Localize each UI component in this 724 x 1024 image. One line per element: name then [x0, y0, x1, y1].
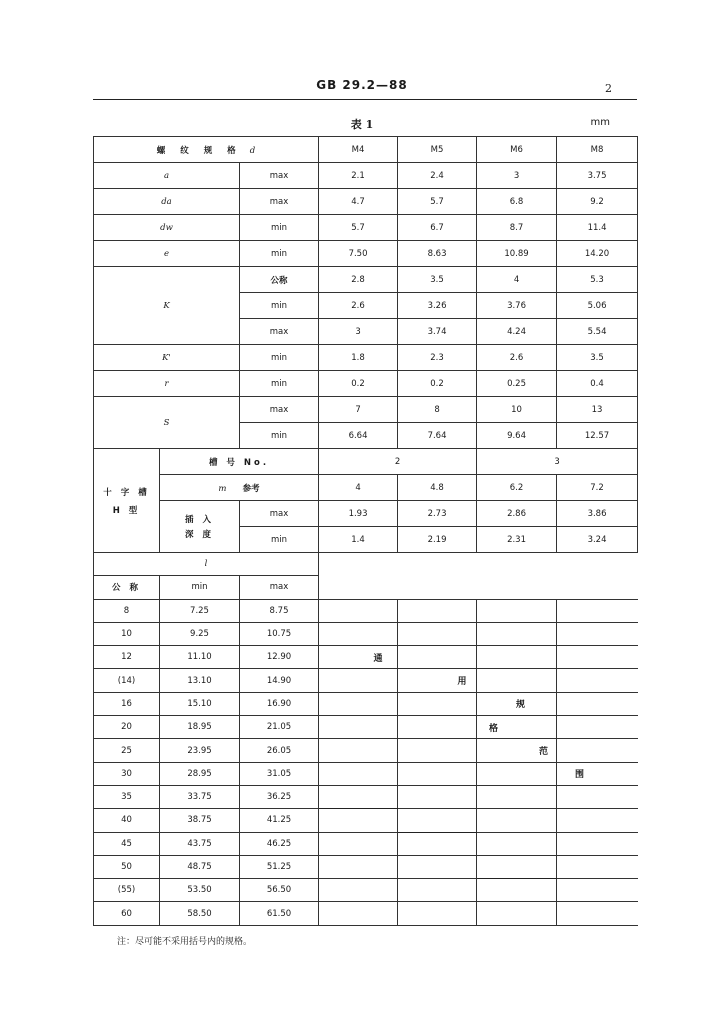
range-cell	[398, 762, 477, 785]
thread-spec-header	[94, 137, 319, 163]
range-cell	[477, 622, 557, 645]
length-row	[94, 692, 638, 715]
range-cell	[477, 785, 557, 808]
value-cell: 2.6	[477, 345, 557, 371]
length-blank-area	[319, 553, 638, 600]
limit-kind: 公称	[240, 267, 319, 293]
range-cell	[398, 832, 477, 855]
limit-kind: max	[240, 189, 319, 215]
value-cell: 7	[319, 397, 398, 423]
limit-kind: min	[240, 215, 319, 241]
length-nominal: 16	[94, 692, 160, 715]
value-cell: 2.19	[398, 527, 477, 553]
value-cell: 2.6	[319, 293, 398, 319]
value-cell: 3.76	[477, 293, 557, 319]
size-header: M6	[477, 137, 557, 163]
length-nominal: (14)	[94, 669, 160, 692]
value-cell: 3.26	[398, 293, 477, 319]
value-cell: 0.4	[557, 371, 638, 397]
length-min: 11.10	[160, 646, 240, 669]
length-min: 58.50	[160, 902, 240, 925]
range-cell	[319, 599, 398, 622]
table-footnote: 注：尽可能不采用括号内的规格。	[117, 937, 253, 947]
param-label: dw	[94, 215, 240, 241]
range-char: 格	[477, 716, 557, 739]
length-nominal: 35	[94, 785, 160, 808]
limit-kind: min	[240, 293, 319, 319]
value-cell: 8.63	[398, 241, 477, 267]
m-symbol: m	[218, 483, 227, 494]
range-cell	[319, 762, 398, 785]
range-cell	[557, 669, 638, 692]
value-cell: 7.64	[398, 423, 477, 449]
range-cell	[398, 879, 477, 902]
value-cell: 4	[477, 267, 557, 293]
length-row	[94, 762, 638, 785]
row-a	[94, 163, 638, 189]
value-cell: 3	[319, 319, 398, 345]
value-cell: 8	[398, 397, 477, 423]
limit-kind: min	[240, 371, 319, 397]
limit-kind: min	[240, 345, 319, 371]
length-nominal: (55)	[94, 879, 160, 902]
value-cell: 9.64	[477, 423, 557, 449]
length-max: 31.05	[240, 762, 319, 785]
slot-number-label: 槽 号 No.	[160, 449, 319, 475]
value-cell: 3.5	[398, 267, 477, 293]
value-cell: 5.3	[557, 267, 638, 293]
m-reference-label	[160, 475, 319, 501]
range-cell	[319, 622, 398, 645]
length-row	[94, 902, 638, 925]
range-cell	[557, 902, 638, 925]
length-min: 33.75	[160, 785, 240, 808]
range-cell	[477, 599, 557, 622]
length-max: 12.90	[240, 646, 319, 669]
value-cell: 3	[477, 163, 557, 189]
length-min: 9.25	[160, 622, 240, 645]
length-col-min: min	[160, 576, 240, 599]
row-slot-no	[94, 449, 638, 475]
value-cell: 11.4	[557, 215, 638, 241]
value-cell: 5.06	[557, 293, 638, 319]
length-min: 48.75	[160, 855, 240, 878]
value-cell: 2.1	[319, 163, 398, 189]
range-cell	[477, 855, 557, 878]
param-label: e	[94, 241, 240, 267]
length-max: 36.25	[240, 785, 319, 808]
length-min: 28.95	[160, 762, 240, 785]
value-cell: 10	[477, 397, 557, 423]
length-min: 38.75	[160, 809, 240, 832]
length-row	[94, 785, 638, 808]
range-char: 通	[319, 646, 398, 669]
page-number: 2	[605, 82, 612, 95]
range-cell	[557, 832, 638, 855]
range-cell	[398, 902, 477, 925]
limit-kind: max	[240, 319, 319, 345]
row-s-max	[94, 397, 638, 423]
slot-number-value: 2	[319, 449, 477, 475]
value-cell: 2.86	[477, 501, 557, 527]
length-max: 56.50	[240, 879, 319, 902]
range-cell	[398, 599, 477, 622]
length-col-max: max	[240, 576, 319, 599]
range-cell	[398, 809, 477, 832]
insert-depth-label-line2: 深 度	[185, 530, 214, 540]
param-label: da	[94, 189, 240, 215]
limit-kind: max	[240, 163, 319, 189]
value-cell: 6.2	[477, 475, 557, 501]
range-cell	[477, 809, 557, 832]
table-title: 表 1	[350, 118, 374, 131]
limit-kind: max	[240, 397, 319, 423]
range-cell	[319, 832, 398, 855]
value-cell: 2.8	[319, 267, 398, 293]
length-nominal: 60	[94, 902, 160, 925]
size-header: M4	[319, 137, 398, 163]
length-nominal: 8	[94, 599, 160, 622]
length-max: 26.05	[240, 739, 319, 762]
length-symbol: l	[94, 553, 319, 576]
row-da	[94, 189, 638, 215]
value-cell: 3.24	[557, 527, 638, 553]
range-cell	[477, 669, 557, 692]
value-cell: 5.7	[319, 215, 398, 241]
length-row	[94, 855, 638, 878]
param-label: K	[94, 267, 240, 345]
value-cell: 2.4	[398, 163, 477, 189]
cross-slot-label	[94, 449, 160, 553]
limit-kind: min	[240, 241, 319, 267]
length-symbol-row	[94, 553, 638, 576]
length-row	[94, 739, 638, 762]
length-max: 14.90	[240, 669, 319, 692]
range-cell	[319, 669, 398, 692]
row-insert-max	[94, 501, 638, 527]
range-cell	[557, 622, 638, 645]
value-cell: 6.7	[398, 215, 477, 241]
range-cell	[319, 739, 398, 762]
range-cell	[557, 739, 638, 762]
range-cell	[319, 855, 398, 878]
limit-kind: min	[240, 423, 319, 449]
length-max: 16.90	[240, 692, 319, 715]
thread-spec-symbol: d	[249, 145, 256, 156]
limit-kind: max	[240, 501, 319, 527]
range-cell	[319, 879, 398, 902]
insert-depth-label-line1: 插 入	[185, 515, 214, 525]
value-cell: 1.8	[319, 345, 398, 371]
value-cell: 4.7	[319, 189, 398, 215]
length-max: 8.75	[240, 599, 319, 622]
length-nominal: 10	[94, 622, 160, 645]
size-header: M8	[557, 137, 638, 163]
value-cell: 1.4	[319, 527, 398, 553]
range-cell	[557, 879, 638, 902]
range-cell	[398, 739, 477, 762]
length-row	[94, 832, 638, 855]
value-cell: 0.25	[477, 371, 557, 397]
length-row	[94, 646, 638, 669]
range-cell	[398, 622, 477, 645]
range-cell	[477, 762, 557, 785]
value-cell: 12.57	[557, 423, 638, 449]
range-cell	[557, 809, 638, 832]
value-cell: 1.93	[319, 501, 398, 527]
value-cell: 2.31	[477, 527, 557, 553]
range-cell	[398, 716, 477, 739]
length-max: 46.25	[240, 832, 319, 855]
value-cell: 5.54	[557, 319, 638, 345]
range-cell	[477, 832, 557, 855]
value-cell: 2.73	[398, 501, 477, 527]
row-dw	[94, 215, 638, 241]
document-code: GB 29.2—88	[316, 78, 408, 92]
range-cell	[319, 785, 398, 808]
range-char: 围	[557, 762, 638, 785]
range-cell	[398, 785, 477, 808]
value-cell: 3.75	[557, 163, 638, 189]
range-cell	[319, 716, 398, 739]
table-unit: mm	[590, 117, 610, 128]
length-nominal: 20	[94, 716, 160, 739]
value-cell: 6.8	[477, 189, 557, 215]
length-max: 21.05	[240, 716, 319, 739]
value-cell: 3.74	[398, 319, 477, 345]
length-row	[94, 716, 638, 739]
range-cell	[477, 902, 557, 925]
m-kind: 参考	[242, 483, 260, 494]
length-nominal: 30	[94, 762, 160, 785]
length-nominal: 25	[94, 739, 160, 762]
range-char: 规	[398, 692, 477, 715]
range-cell	[557, 646, 638, 669]
row-k-nominal	[94, 267, 638, 293]
param-label: r	[94, 371, 240, 397]
length-min: 53.50	[160, 879, 240, 902]
value-cell: 0.2	[319, 371, 398, 397]
row-r	[94, 371, 638, 397]
range-cell	[477, 646, 557, 669]
value-cell: 7.50	[319, 241, 398, 267]
header-rule	[93, 99, 637, 100]
range-cell	[557, 855, 638, 878]
limit-kind: min	[240, 527, 319, 553]
range-cell	[557, 785, 638, 808]
range-cell	[477, 879, 557, 902]
length-min: 7.25	[160, 599, 240, 622]
length-row	[94, 599, 638, 622]
cross-slot-label-line1: 十 字 槽	[103, 487, 150, 498]
length-min: 15.10	[160, 692, 240, 715]
value-cell: 10.89	[477, 241, 557, 267]
param-label: K'	[94, 345, 240, 371]
value-cell: 2.3	[398, 345, 477, 371]
length-max: 10.75	[240, 622, 319, 645]
length-nominal: 50	[94, 855, 160, 878]
value-cell: 14.20	[557, 241, 638, 267]
length-col-nominal: 公 称	[94, 576, 160, 599]
value-cell: 7.2	[557, 475, 638, 501]
length-row	[94, 809, 638, 832]
range-cell	[398, 646, 477, 669]
length-max: 61.50	[240, 902, 319, 925]
range-cell	[557, 692, 638, 715]
value-cell: 4	[319, 475, 398, 501]
length-max: 41.25	[240, 809, 319, 832]
row-m	[94, 475, 638, 501]
cross-slot-label-line2: H 型	[112, 505, 141, 516]
value-cell: 5.7	[398, 189, 477, 215]
value-cell: 3.5	[557, 345, 638, 371]
thread-spec-label: 螺 纹 规 格	[156, 145, 242, 156]
value-cell: 4.8	[398, 475, 477, 501]
range-cell	[319, 692, 398, 715]
length-min: 13.10	[160, 669, 240, 692]
length-nominal: 12	[94, 646, 160, 669]
length-row	[94, 622, 638, 645]
specification-table	[93, 136, 638, 926]
length-min: 23.95	[160, 739, 240, 762]
range-char: 用	[398, 669, 477, 692]
range-char: 范	[477, 739, 557, 762]
range-cell	[557, 716, 638, 739]
value-cell: 8.7	[477, 215, 557, 241]
value-cell: 9.2	[557, 189, 638, 215]
insert-depth-label	[160, 501, 240, 553]
param-label: S	[94, 397, 240, 449]
row-e	[94, 241, 638, 267]
row-k1	[94, 345, 638, 371]
length-max: 51.25	[240, 855, 319, 878]
value-cell: 0.2	[398, 371, 477, 397]
range-cell	[557, 599, 638, 622]
length-min: 43.75	[160, 832, 240, 855]
size-header: M5	[398, 137, 477, 163]
header-row	[94, 137, 638, 163]
value-cell: 6.64	[319, 423, 398, 449]
length-nominal: 40	[94, 809, 160, 832]
range-cell	[319, 902, 398, 925]
length-min: 18.95	[160, 716, 240, 739]
length-nominal: 45	[94, 832, 160, 855]
range-cell	[319, 809, 398, 832]
param-label: a	[94, 163, 240, 189]
value-cell: 4.24	[477, 319, 557, 345]
value-cell: 13	[557, 397, 638, 423]
range-cell	[398, 855, 477, 878]
value-cell: 3.86	[557, 501, 638, 527]
length-row	[94, 669, 638, 692]
length-row	[94, 879, 638, 902]
slot-number-value: 3	[477, 449, 638, 475]
